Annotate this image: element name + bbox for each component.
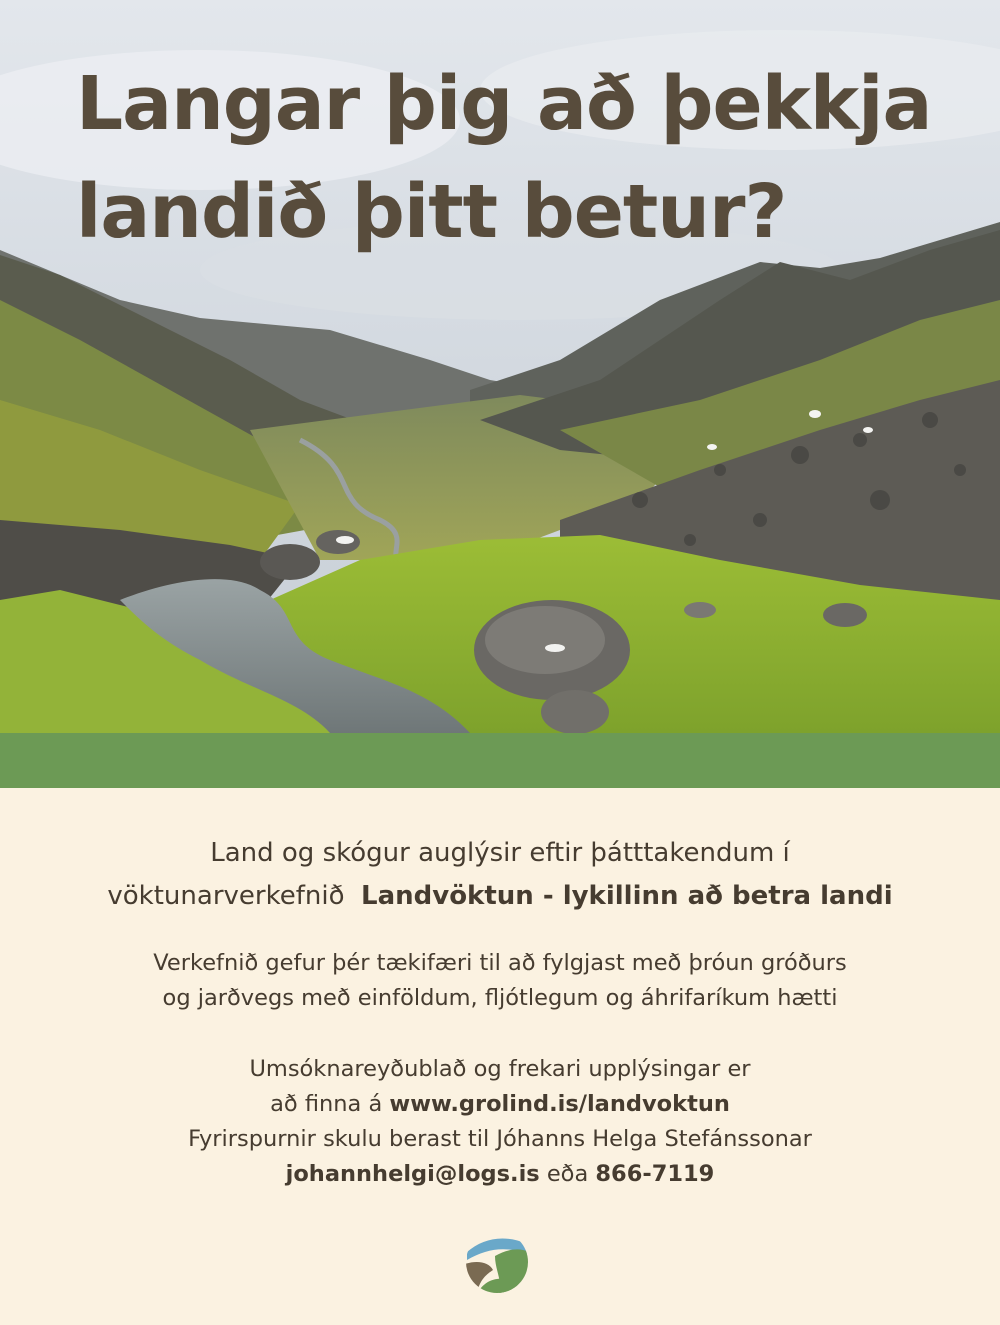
description-line-2: og jarðvegs með einföldum, fljótlegum og áhrifaríkum hætti [162, 985, 838, 1011]
project-name: Landvöktun - lykillinn að betra landi [361, 881, 893, 911]
intro-paragraph [40, 832, 960, 918]
website-link[interactable]: www.grolind.is/landvoktun [389, 1091, 730, 1117]
headline-line-1: Langar þig að þekkja [76, 61, 932, 147]
contact-line-3: Fyrirspurnir skulu berast til Jóhanns Helga Stefánssonar [188, 1126, 812, 1152]
email-link[interactable]: johannhelgi@logs.is [285, 1161, 540, 1187]
headline-line-2: landið þitt betur? [76, 169, 787, 255]
contact-connector: eða [546, 1161, 589, 1187]
description-paragraph [40, 946, 960, 1016]
poster-body [40, 832, 960, 1192]
headline [76, 50, 976, 266]
green-divider-band [0, 733, 1000, 788]
contact-paragraph [40, 1052, 960, 1192]
contact-line-4 [40, 1157, 960, 1192]
contact-line-1: Umsóknareyðublað og frekari upplýsingar er [249, 1056, 751, 1082]
contact-line-2 [40, 1087, 960, 1122]
intro-line-2 [40, 875, 960, 918]
intro-line-2-prefix: vöktunarverkefnið [107, 881, 345, 911]
intro-line-1: Land og skógur auglýsir eftir þátttakendum í [210, 838, 790, 868]
description-line-1: Verkefnið gefur þér tækifæri til að fylgjast með þróun gróðurs [153, 950, 847, 976]
contact-line-2-prefix: að finna á [270, 1091, 383, 1117]
land-og-skogur-logo-icon [465, 1230, 529, 1294]
phone-number[interactable]: 866-7119 [595, 1161, 715, 1187]
